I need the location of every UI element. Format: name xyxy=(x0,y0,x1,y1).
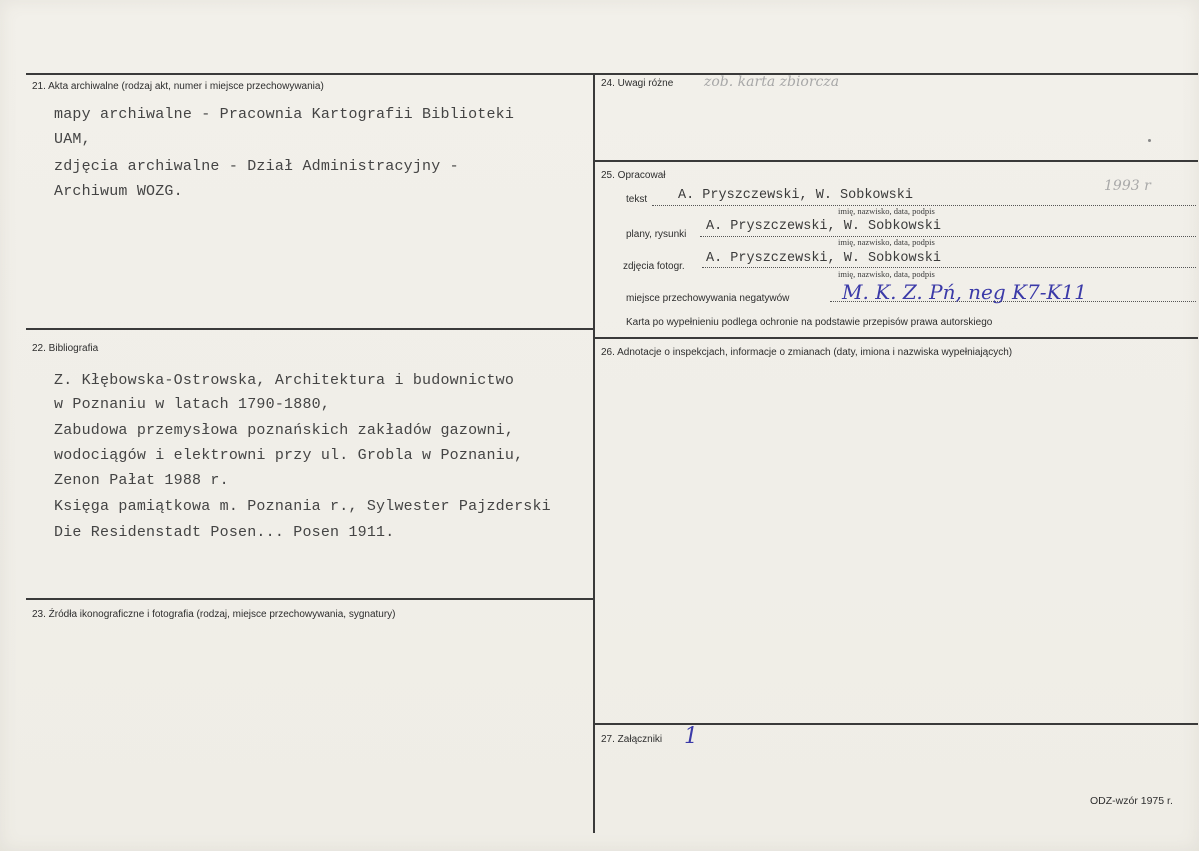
rule-21-22 xyxy=(26,328,593,330)
copyright-note: Karta po wypełnieniu podlega ochronie na podstawie przepisów prawa autorskiego xyxy=(626,317,993,328)
author-photos-value: A. Pryszczewski, W. Sobkowski xyxy=(706,251,941,266)
rule-25-26 xyxy=(595,337,1198,339)
sec22-label: 22. Bibliografia xyxy=(32,343,99,354)
sec27-label: 27. Załączniki xyxy=(601,734,663,745)
form-footer: ODZ-wzór 1975 r. xyxy=(1090,795,1173,807)
author-plans-label: plany, rysunki xyxy=(626,229,687,240)
author-plans-value: A. Pryszczewski, W. Sobkowski xyxy=(706,219,941,234)
sec27-value: 1 xyxy=(684,724,698,749)
author-text-sub: imię, nazwisko, data, podpis xyxy=(838,206,935,216)
author-plans-sub: imię, nazwisko, data, podpis xyxy=(838,237,935,247)
sec22-line-4: wodociągów i elektrowni przy ul. Grobla w Poznaniu, xyxy=(54,447,524,464)
negatives-value: M. K. Z. Pń, neg K7-K11 xyxy=(842,280,1087,304)
top-rule xyxy=(26,73,1198,75)
sec21-label: 21. Akta archiwalne (rodzaj akt, numer i miejsce przechowywania) xyxy=(32,81,324,92)
pencil-dot xyxy=(1148,139,1151,142)
sec25-year-note: 1993 r xyxy=(1104,178,1151,194)
rule-22-23 xyxy=(26,598,593,600)
sec21-line-4: Archiwum WOZG. xyxy=(54,183,183,200)
sec21-line-3: zdjęcia archiwalne - Dział Administracyjny - xyxy=(54,158,459,175)
sec23-label: 23. Źródła ikonograficzne i fotografia (rodzaj, miejsce przechowywania, sygnatury) xyxy=(32,609,396,620)
sec22-line-1: Z. Kłębowska-Ostrowska, Architektura i budownictwo xyxy=(54,372,515,389)
sec21-line-2: UAM, xyxy=(54,131,91,148)
negatives-label: miejsce przechowywania negatywów xyxy=(626,293,790,304)
rule-24-25 xyxy=(595,160,1198,162)
sec24-handwritten-note: zob. karta zbiorcza xyxy=(704,74,840,90)
center-divider xyxy=(593,73,595,833)
sec25-label: 25. Opracował xyxy=(601,170,666,181)
author-photos-label: zdjęcia fotogr. xyxy=(623,261,685,272)
author-plans-line xyxy=(700,236,1196,237)
sec22-line-5: Zenon Pałat 1988 r. xyxy=(54,472,229,489)
author-text-label: tekst xyxy=(626,194,648,205)
sec26-label: 26. Adnotacje o inspekcjach, informacje o zmianach (daty, imiona i nazwiska wypełniających) xyxy=(601,347,1013,358)
sec24-label: 24. Uwagi różne xyxy=(601,78,674,89)
author-text-value: A. Pryszczewski, W. Sobkowski xyxy=(678,188,913,203)
sec22-line-3: Zabudowa przemysłowa poznańskich zakładów gazowni, xyxy=(54,422,515,439)
sec22-line-6: Księga pamiątkowa m. Poznania r., Sylwester Pajzderski xyxy=(54,498,551,515)
author-photos-line xyxy=(702,267,1196,268)
author-photos-sub: imię, nazwisko, data, podpis xyxy=(838,269,935,279)
sec22-line-7: Die Residenstadt Posen... Posen 1911. xyxy=(54,524,395,541)
sec22-line-2: w Poznaniu w latach 1790-1880, xyxy=(54,396,331,413)
sec21-line-1: mapy archiwalne - Pracownia Kartografii Biblioteki xyxy=(54,106,515,123)
